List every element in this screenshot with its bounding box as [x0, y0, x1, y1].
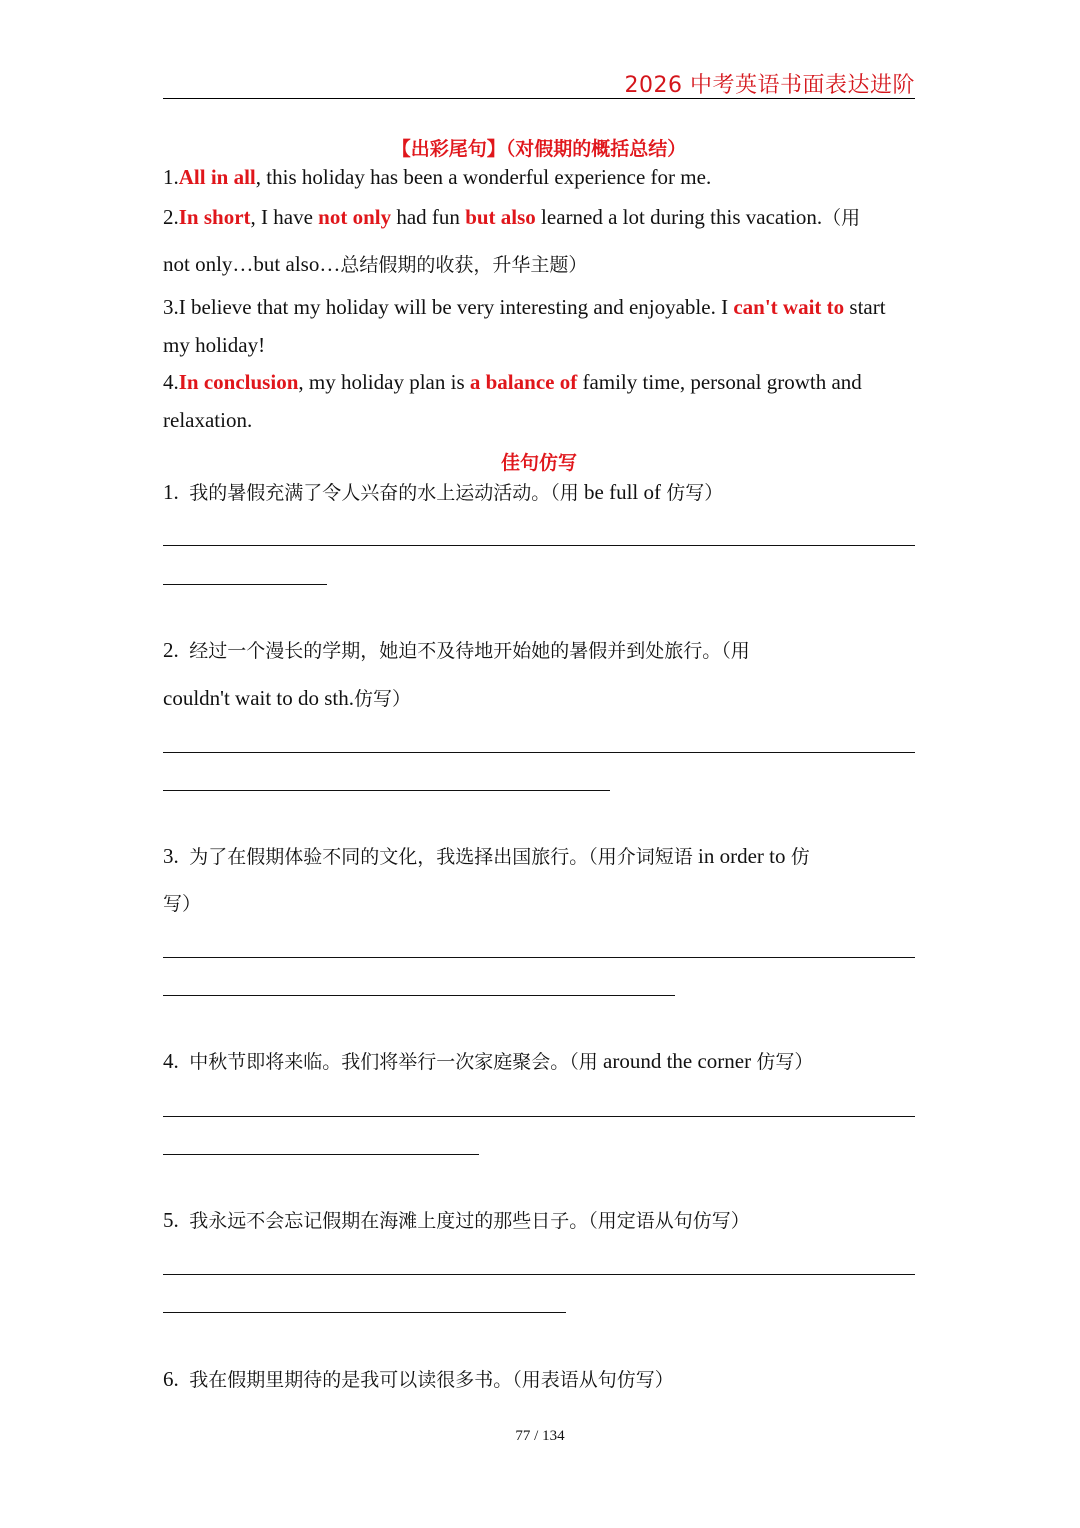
exercise-prompt: 仿 — [790, 846, 810, 868]
sentence-3 — [163, 293, 915, 321]
exercise-prompt: 经过一个漫长的学期，她迫不及待地开始她的暑假并到处旅行。（用 — [189, 640, 750, 662]
answer-line[interactable] — [163, 1154, 479, 1155]
exercise-prompt: 中秋节即将来临。我们将举行一次家庭聚会。（用 — [189, 1051, 598, 1073]
sentence-2-line-2 — [163, 250, 915, 279]
sentence-4-line-2: relaxation. — [163, 408, 253, 432]
exercise-number: 3. — [163, 844, 179, 868]
sentence-text: start — [844, 295, 886, 319]
sentence-number: 1. — [163, 165, 179, 189]
highlight-phrase: but also — [465, 205, 536, 229]
exercise-prompt: 我的暑假充满了令人兴奋的水上运动活动。（用 — [189, 482, 579, 504]
answer-line[interactable] — [163, 790, 610, 791]
exercise-number: 4. — [163, 1049, 179, 1073]
sentence-text: 3.I believe that my holiday will be very interesting and enjoyable. I — [163, 295, 734, 319]
exercise-number: 6. — [163, 1367, 179, 1391]
exercise-3-line-2 — [163, 889, 915, 918]
exercise-phrase: be full of — [578, 480, 667, 504]
highlight-phrase: In short — [178, 205, 251, 229]
sentence-text: , my holiday plan is — [298, 370, 470, 394]
exercise-phrase: couldn't wait to do sth. — [163, 686, 355, 710]
exercise-3 — [163, 842, 915, 871]
sentence-text: , I have — [250, 205, 319, 229]
exercise-6 — [163, 1365, 915, 1394]
exercise-2 — [163, 636, 915, 665]
answer-line[interactable] — [163, 1116, 915, 1117]
sentence-text: family time, personal growth and — [577, 370, 862, 394]
answer-line[interactable] — [163, 957, 915, 958]
sentence-number: 2. — [163, 205, 179, 229]
exercise-prompt: 写） — [163, 893, 202, 915]
answer-line[interactable] — [163, 995, 675, 996]
exercise-2-line-2 — [163, 684, 915, 713]
highlight-phrase: not only — [318, 205, 392, 229]
header-title: 2026 中考英语书面表达进阶 — [624, 73, 915, 98]
exercise-number: 1. — [163, 480, 179, 504]
exercise-phrase: in order to — [692, 844, 791, 868]
sentence-4 — [163, 368, 915, 396]
sentence-2 — [163, 203, 915, 232]
exercise-prompt: 仿写） — [666, 482, 724, 504]
sentence-text: , this holiday has been a wonderful experience for me. — [255, 165, 712, 189]
highlight-phrase: All in all — [178, 165, 256, 189]
answer-line[interactable] — [163, 545, 915, 546]
highlight-phrase: a balance of — [469, 370, 578, 394]
answer-line[interactable] — [163, 1312, 566, 1313]
exercise-number: 2. — [163, 638, 179, 662]
answer-line[interactable] — [163, 584, 327, 585]
exercise-prompt: 仿写） — [354, 688, 412, 710]
sentence-3-line-2: my holiday! — [163, 333, 266, 357]
sentence-text: learned a lot during this vacation. — [535, 205, 823, 229]
exercise-1 — [163, 478, 915, 507]
page-number: 77 / 134 — [515, 1428, 565, 1444]
chinese-note: 总结假期的收获，升华主题） — [340, 254, 588, 276]
sentence-text: had fun — [391, 205, 466, 229]
answer-line[interactable] — [163, 1274, 915, 1275]
highlight-phrase: In conclusion — [178, 370, 299, 394]
highlight-phrase: can't wait to — [733, 295, 845, 319]
answer-line[interactable] — [163, 752, 915, 753]
exercise-prompt: 仿写） — [756, 1051, 814, 1073]
exercise-phrase: around the corner — [597, 1049, 757, 1073]
chinese-note: （用 — [822, 207, 861, 229]
section-title-endings: 【出彩尾句】（对假期的概括总结） — [391, 138, 687, 160]
exercise-number: 5. — [163, 1208, 179, 1232]
exercise-5 — [163, 1206, 915, 1235]
header-divider — [163, 98, 915, 99]
exercise-4 — [163, 1047, 915, 1076]
exercise-prompt: 为了在假期体验不同的文化，我选择出国旅行。（用介词短语 — [189, 846, 693, 868]
section-title-imitation: 佳句仿写 — [500, 452, 577, 474]
exercise-prompt: 我在假期里期待的是我可以读很多书。（用表语从句仿写） — [189, 1369, 674, 1391]
sentence-text: not only…but also… — [163, 252, 341, 276]
sentence-1 — [163, 163, 915, 191]
sentence-number: 4. — [163, 370, 179, 394]
exercise-prompt: 我永远不会忘记假期在海滩上度过的那些日子。（用定语从句仿写） — [189, 1210, 750, 1232]
